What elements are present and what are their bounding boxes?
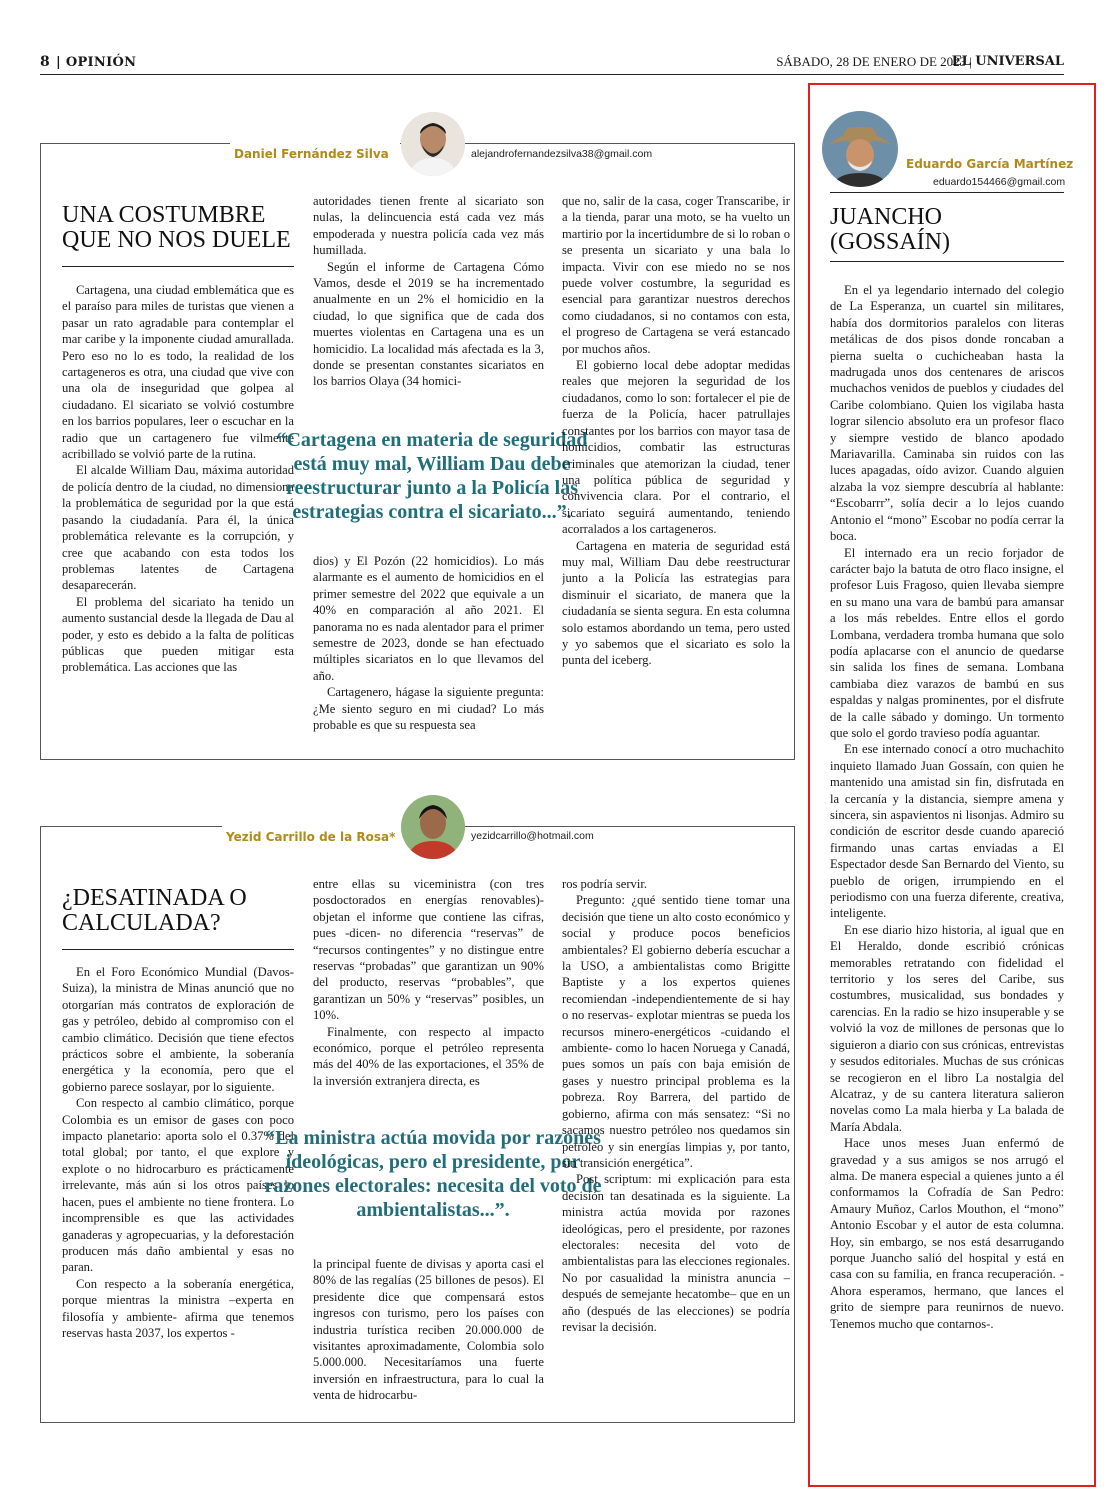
- page-header: [40, 52, 1064, 75]
- author-email[interactable]: alejandrofernandezsilva38@gmail.com: [471, 148, 653, 160]
- author-name: Daniel Fernández Silva: [234, 147, 389, 161]
- article-column: la principal fuente de divisas y aporta casi el 80% de las regalías (25 billones de pesos). El presidente dice que compensará estos ingresos con turismo, pero los países con industria turística reciben 20.000.000 de visitantes aproximadamente, Colombia solo 5.000.000. Necesitaríamos una fuerte inversión en infraestructura, para lo cual la venta de hidrocarbu-: [313, 1257, 544, 1403]
- article-column: Cartagena, una ciudad emblemática que es el paraíso para miles de turistas que vienen a pasar un rato agradable para contemplar el mar caribe y la imponente ciudad amurallada. Pero eso no lo es todo, la realidad de los cartageneros es otra, una ciudad que vive con una ola de inseguridad que golpea al ciudadano. El sicariato se volvió costumbre en los barrios populares, leer o escuchar en la radio que un cartagenero fue vilmente acribillado se volvió parte de la rutina. El alcalde William Dau, máxima autoridad de policía dentro de la ciudad, no dimensiona la problemática de seguridad por la que está pasando la ciudadanía. Para él, la única problemática relevante es la corrupción, y cree que acabando con esta todos los problemas latentes de Cartagena desaparecerán. El problema del sicariato ha tenido un aumento sustancial desde la llegada de Dau al poder, y esto es debido a la falta de políticas públicas que pueden mitigar esta problemática. Las acciones que las: [62, 283, 294, 675]
- author-photo: [401, 795, 465, 859]
- author-email[interactable]: yezidcarrillo@hotmail.com: [471, 830, 594, 842]
- article-column: En el Foro Económico Mundial (Davos-Suiza), la ministra de Minas anunció que no otorgarían más contratos de exploración de gas y petróleo, debido al compromiso con el cambio climático. Decisión que tiene efectos prácticos sobre el ambiente, la soberanía energética y la economía, pero que el gobierno parece soslayar, por lo siguiente. Con respecto al cambio climático, porque Colombia es un emisor de gases con poco impacto planetario: aporta solo el 0.37% del total global; por tanto, el que explore y explote o no hidrocarburo es prácticamente irrelevante, más aún si los otros países lo hacen, pues el ambiente no tiene frontera. Lo incomprensible es que las actividades ganaderas y agropecuarias, y la deforestación producen más daño ambiental y esas no paran. Con respecto a la soberanía energética, porque mientras la ministra –experta en filosofía y ambiente- afirma que tenemos reservas hasta 2037, los expertos -: [62, 965, 294, 1340]
- article-column: autoridades tienen frente al sicariato son nulas, la delincuencia está cada vez más empoderada y nuestra policía cada vez más humillada. Según el informe de Cartagena Cómo Vamos, desde el 2019 se ha incrementado anualmente en un 2% el homicidio en la ciudad, lo que significa que de cada dos muertes violentas en Cartagena una es un homicidio. La localidad más afectada es la 3, donde se presentan constantes sicariatos en los barrios Olaya (34 homici-: [313, 194, 544, 389]
- headline: ¿DESATINADA O CALCULADA?: [62, 885, 247, 936]
- article-column: ros podría servir. Pregunto: ¿qué sentido tiene tomar una decisión que tiene un alto costo económico y social y produce pocos beneficios ambientales? El gobierno debería escuchar a la USO, a ambientalistas como Brigitte Baptiste y a los expertos quienes recomiendan -independientemente de si hay o no reservas- explotar mientras se pueda los recursos minero-energéticos -cuidando el ambiente- como lo hacen Noruega y Canadá, pues somos un país con baja emisión de gases y nuestro principal problema es la pobreza. Roy Barrera, del partido de gobierno, afirma con más sensatez: “Si no sacamos nuestro petróleo nos quedamos sin petróleo y sin energías limpias y, por tanto, sin transición energética”. Post scriptum: mi explicación para esta decisión tan desatinada es la siguiente. La ministra actúa movida por razones ideológicas, pero el presidente, por razones electorales: necesita del voto de ambientalistas para las elecciones regionales. No por casualidad la ministra anuncia –después de semejante hecatombe– que en un año (después de las elecciones) se podría revisar la decisión.: [562, 877, 790, 1334]
- author-photo: [401, 112, 465, 176]
- headline: JUANCHO (GOSSAÍN): [830, 204, 950, 255]
- author-email[interactable]: eduardo154466@gmail.com: [933, 176, 1066, 188]
- article-column: que no, salir de la casa, coger Transcaribe, ir a la tienda, parar una moto, se ha vuelto un martirio por la incertidumbre de si lo roban o se presenta un sicariato y una bala lo impacta. Vivir con ese miedo no se nos puede volver costumbre, la seguridad es esencial para garantizar nuestros derechos como ciudadanos, si no contamos con esta, el progreso de Cartagena se verá estancado por muchos años. El gobierno local debe adoptar medidas reales que mejoren la seguridad de los ciudadanos, como lo son: fortalecer el pie de fuerza de la Policía, hacer patrullajes constantes por los barrios con mayor tasa de homicidios, combatir las estructuras criminales que atemorizan la ciudad, tener una política pública de seguridad y convivencia clara. Por el contrario, el sicariato seguirá aumentando, teniendo acorralados a los cartageneros. Cartagena en materia de seguridad está muy mal, William Dau debe reestructurar junto a la Policía las estrategias para disminuir el sicariato, de manera que la ciudadanía se sienta segura. En esta columna solo estamos abordando un tema, pero usted y yo sabemos que el sicariato es solo la punta del iceberg.: [562, 194, 790, 668]
- page-number: 8: [40, 54, 50, 70]
- section-name: | OPINIÓN: [56, 55, 137, 70]
- article-column: En el ya legendario internado del colegio de La Esperanza, un cuartel sin militares, había dos dormitorios paralelos con literas metálicas de dos pisos donde roncaban a pierna suelta o cuchicheaban hasta la madrugada unos dos centenares de ariscos muchachos venidos de pueblos y ciudades del Caribe colombiano. Quien los vigilaba hasta lograr silencio absoluto era un profesor flaco y siempre vestido de blanco apodado Mariavarilla. Caminaba sin ruidos con las luces apagadas, oído avizor. Cuando alguien alzaba la voz siempre descubría al hablante: “Escobarrr”, solía decir a lo lejos cuando Antonio el “mono” Escobar no podía cerrar la boca. El internado era un recio forjador de carácter bajo la batuta de otro flaco insigne, el profesor Luis Fragoso, quien llevaba siempre en su mano una vara de bambú para amansar a los más rebeldes. Entre ellos el gordo Lombana, verdadera tromba humana que solo podía aplacarse con el anuncio de quedarse sin salida los fines de semana. Lombana cambiaba diez varazos de bambú en sus espaldas y nalgas prominentes, por el disfrute de la calle sábado y domingo. Un tormento que solo el gordo travieso podía aguantar. En ese internado conocí a otro muchachito inquieto llamado Juan Gossaín, con quien he mantenido una amistad sin fin, disfrutada en la cercanía y la distancia, siempre amena y sincera, sin aspavientos ni lisonjas. Admiro su condición de escritor desde cuando apareció firmando unas cartas enviadas a El Espectador desde San Bernardo del Viento, su pueblo de origen, irrumpiendo en el periodismo con una fuerza diferente, creativa, inteligente. En ese diario hizo historia, al igual que en El Heraldo, donde escribió crónicas memorables retratando con fidelidad el territorio y los seres del Caribe, sus costumbres, musicalidad, sus bondades y carencias. En la radio se hizo insuperable y se volvió la voz de millones de personas que lo siguieron a diario con sus crónicas, entrevistas y sesudos editoriales. Muchas de sus crónicas se recogieron en el libro La nostalgia del Alcatraz, y de su cantera literatura salieron novelas como La mala hierba y La balada de María Abdala. Hace unos meses Juan enfermó de gravedad y a sus amigos se nos arrugó el alma. De manera especial a quienes junto a él conformamos la Cofradía de San Pedro: Amaury Muñoz, Carlos Mouthon, el “mono” Antonio Escobar y el autor de esta columna. Hoy, sin embargo, se nos está desarrugando porque Juancho salió del hospital y está en casa con su familia, en franca recuperación. -Ahora esperamos, hermano, que lances el grito de siempre para reunirnos de nuevo. Tenemos mucho que contarnos-.: [830, 283, 1064, 1331]
- pull-quote: “La ministra actúa movida por razones ideológicas, pero el presidente, por razones electorales: necesita del voto de ambientalistas...”.: [264, 1127, 602, 1221]
- headline: UNA COSTUMBRE QUE NO NOS DUELE: [62, 202, 291, 253]
- article-column: dios) y El Pozón (22 homicidios). Lo más alarmante es el aumento de homicidios en el primer semestre del 2022 que equivale a un 40% en comparación al año 2021. El panorama no es nada alentador para el primer semestre de 2023, donde se han efectuado múltiples sicariatos en lo que llevamos del año. Cartagenero, hágase la siguiente pregunta: ¿Me siento seguro en mi ciudad? Lo más probable es que su respuesta sea: [313, 554, 544, 733]
- issue-date: SÁBADO, 28 DE ENERO DE 2023 |: [776, 54, 972, 69]
- article-column: entre ellas su viceministra (con tres posdoctorados en energías renovables)- objetan el informe que contiene las cifras, pues -dicen- no diferencia “reservas” de “recursos contingentes” y no distingue entre reservas “probadas” que garantizan un 90% del producto, reservas “probables”, que garantizan un 50% y “reservas” posibles, un 10%. Finalmente, con respecto al impacto económico, porque el petróleo representa más del 40% de las exportaciones, el 35% de la inversión extranjera directa, es: [313, 877, 544, 1088]
- author-name: Eduardo García Martínez: [906, 157, 1074, 171]
- author-name: Yezid Carrillo de la Rosa*: [226, 830, 396, 844]
- author-photo: [822, 111, 898, 187]
- newspaper-name: EL UNIVERSAL: [951, 54, 1064, 69]
- pull-quote: “Cartagena en materia de seguridad está muy mal, William Dau debe reestructurar junto a la Policía las estrategias contra el sicariato...”.: [276, 429, 588, 523]
